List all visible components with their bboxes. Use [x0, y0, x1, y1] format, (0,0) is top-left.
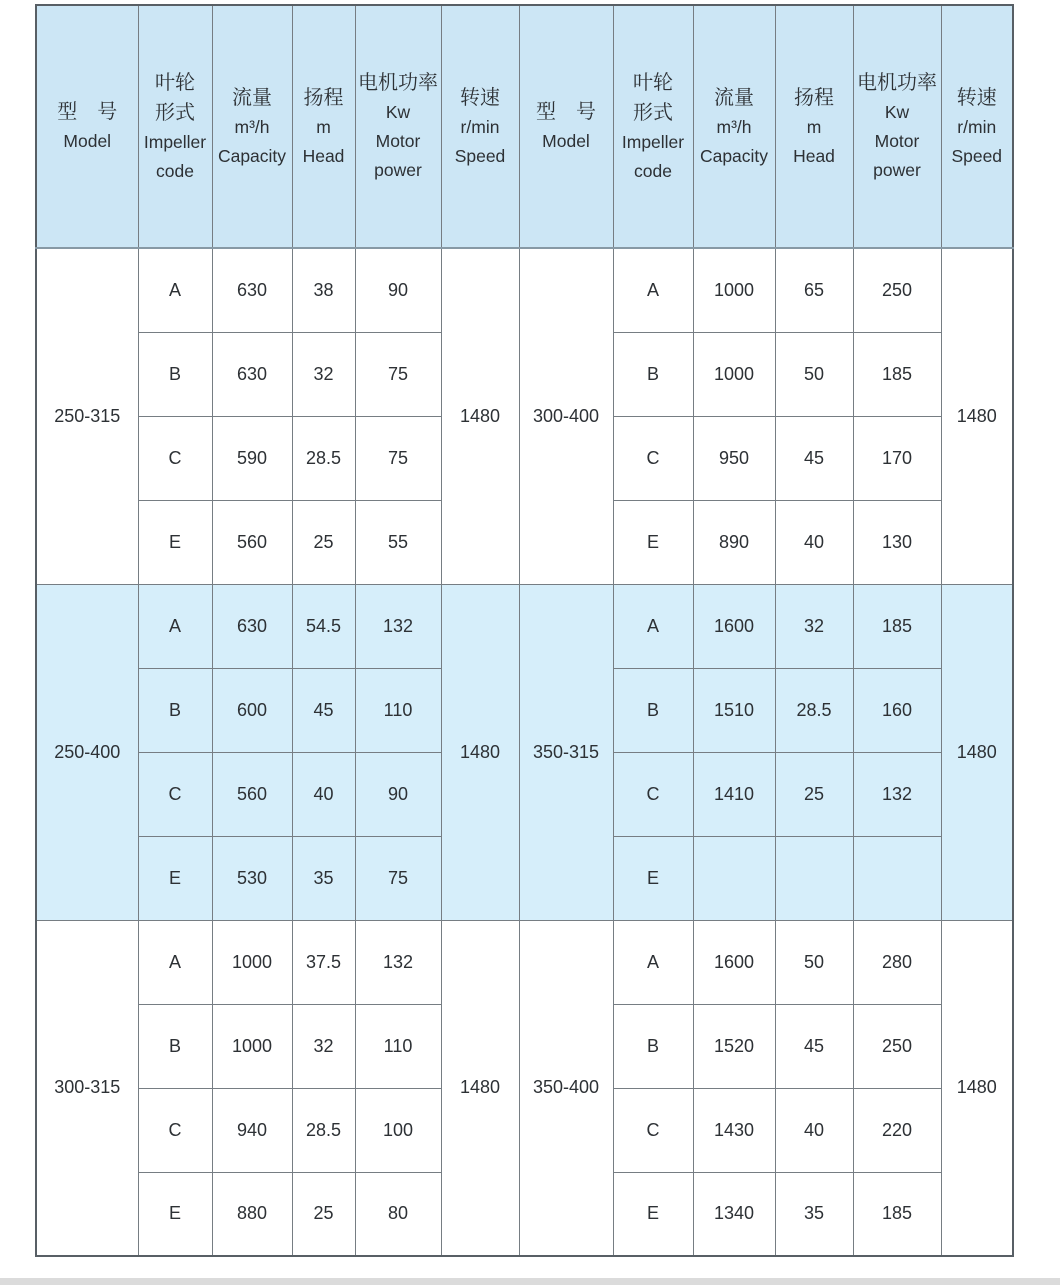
power-cell: 170	[853, 416, 941, 500]
model-cell: 250-400	[36, 584, 138, 920]
power-cell: 90	[355, 752, 441, 836]
capacity-cell: 890	[693, 500, 775, 584]
impeller-cell: E	[138, 1172, 212, 1256]
capacity-cell: 1000	[212, 1004, 292, 1088]
capacity-cell: 1340	[693, 1172, 775, 1256]
power-cell: 130	[853, 500, 941, 584]
capacity-cell: 560	[212, 500, 292, 584]
head-cell: 50	[775, 332, 853, 416]
header-capacity-left: 流量 m³/h Capacity	[212, 5, 292, 248]
power-cell: 75	[355, 332, 441, 416]
head-cell: 45	[775, 1004, 853, 1088]
impeller-cell: A	[138, 920, 212, 1004]
power-cell: 75	[355, 836, 441, 920]
block-2-highlighted	[36, 584, 1013, 920]
capacity-cell: 1600	[693, 584, 775, 668]
header-row	[36, 5, 1013, 248]
head-cell: 25	[292, 1172, 355, 1256]
power-cell: 132	[853, 752, 941, 836]
power-cell: 132	[355, 584, 441, 668]
impeller-cell: B	[613, 332, 693, 416]
speed-cell: 1480	[941, 584, 1013, 920]
impeller-cell: C	[613, 1088, 693, 1172]
impeller-cell: E	[613, 836, 693, 920]
impeller-cell: B	[613, 668, 693, 752]
capacity-cell	[693, 836, 775, 920]
power-cell: 220	[853, 1088, 941, 1172]
capacity-cell: 590	[212, 416, 292, 500]
capacity-cell: 530	[212, 836, 292, 920]
power-cell: 185	[853, 1172, 941, 1256]
header-head-right: 扬程 m Head	[775, 5, 853, 248]
pump-spec-table	[35, 4, 1014, 1257]
impeller-cell: C	[138, 1088, 212, 1172]
power-cell: 75	[355, 416, 441, 500]
capacity-cell: 940	[212, 1088, 292, 1172]
capacity-cell: 880	[212, 1172, 292, 1256]
impeller-cell: A	[613, 248, 693, 332]
power-cell: 100	[355, 1088, 441, 1172]
capacity-cell: 950	[693, 416, 775, 500]
power-cell: 90	[355, 248, 441, 332]
header-model-en: Model	[63, 131, 112, 151]
head-cell: 65	[775, 248, 853, 332]
model-cell: 250-315	[36, 248, 138, 584]
header-power-left: 电机功率 Kw Motor power	[355, 5, 441, 248]
power-cell: 110	[355, 668, 441, 752]
head-cell: 54.5	[292, 584, 355, 668]
power-cell: 80	[355, 1172, 441, 1256]
capacity-cell: 630	[212, 332, 292, 416]
power-cell: 250	[853, 248, 941, 332]
head-cell: 35	[292, 836, 355, 920]
impeller-cell: A	[613, 920, 693, 1004]
impeller-cell: A	[613, 584, 693, 668]
header-power-right: 电机功率 Kw Motor power	[853, 5, 941, 248]
model-cell: 300-400	[519, 248, 613, 584]
head-cell: 25	[775, 752, 853, 836]
head-cell: 40	[775, 500, 853, 584]
head-cell: 28.5	[775, 668, 853, 752]
head-cell: 35	[775, 1172, 853, 1256]
power-cell: 110	[355, 1004, 441, 1088]
power-cell: 160	[853, 668, 941, 752]
head-cell: 32	[775, 584, 853, 668]
impeller-cell: B	[138, 668, 212, 752]
impeller-cell: A	[138, 584, 212, 668]
capacity-cell: 1000	[212, 920, 292, 1004]
impeller-cell: E	[613, 1172, 693, 1256]
head-cell: 40	[775, 1088, 853, 1172]
head-cell: 28.5	[292, 1088, 355, 1172]
head-cell: 28.5	[292, 416, 355, 500]
head-cell: 40	[292, 752, 355, 836]
impeller-cell: E	[613, 500, 693, 584]
impeller-cell: A	[138, 248, 212, 332]
header-impeller-right: 叶轮 形式 Impeller code	[613, 5, 693, 248]
block-3	[36, 920, 1013, 1256]
impeller-cell: B	[138, 332, 212, 416]
speed-cell: 1480	[441, 584, 519, 920]
power-cell: 132	[355, 920, 441, 1004]
header-head-left: 扬程 m Head	[292, 5, 355, 248]
impeller-cell: E	[138, 500, 212, 584]
head-cell: 45	[775, 416, 853, 500]
header-model-zh: 型 号	[57, 101, 118, 123]
header-impeller-left: 叶轮 形式 Impeller code	[138, 5, 212, 248]
table-row	[36, 584, 1013, 668]
head-cell: 50	[775, 920, 853, 1004]
impeller-cell: B	[138, 1004, 212, 1088]
impeller-cell: C	[138, 752, 212, 836]
capacity-cell: 1000	[693, 332, 775, 416]
power-cell: 250	[853, 1004, 941, 1088]
speed-cell: 1480	[941, 920, 1013, 1256]
capacity-cell: 1600	[693, 920, 775, 1004]
table-row	[36, 248, 1013, 332]
capacity-cell: 630	[212, 248, 292, 332]
power-cell: 280	[853, 920, 941, 1004]
capacity-cell: 600	[212, 668, 292, 752]
header-speed-right: 转速 r/min Speed	[941, 5, 1013, 248]
speed-cell: 1480	[441, 920, 519, 1256]
model-cell: 300-315	[36, 920, 138, 1256]
pump-spec-table-wrap	[35, 4, 1014, 1257]
speed-cell: 1480	[941, 248, 1013, 584]
head-cell: 25	[292, 500, 355, 584]
capacity-cell: 1520	[693, 1004, 775, 1088]
head-cell: 45	[292, 668, 355, 752]
capacity-cell: 1410	[693, 752, 775, 836]
header-model-right: 型 号 Model	[519, 5, 613, 248]
power-cell: 55	[355, 500, 441, 584]
power-cell	[853, 836, 941, 920]
speed-cell: 1480	[441, 248, 519, 584]
header-model-left	[36, 5, 138, 248]
capacity-cell: 1430	[693, 1088, 775, 1172]
impeller-cell: C	[613, 752, 693, 836]
head-cell: 38	[292, 248, 355, 332]
capacity-cell: 630	[212, 584, 292, 668]
impeller-cell: C	[138, 416, 212, 500]
head-cell: 32	[292, 1004, 355, 1088]
bottom-edge-band	[0, 1278, 1060, 1285]
head-cell	[775, 836, 853, 920]
impeller-cell: B	[613, 1004, 693, 1088]
model-cell: 350-315	[519, 584, 613, 920]
block-1	[36, 248, 1013, 584]
table-row	[36, 920, 1013, 1004]
power-cell: 185	[853, 584, 941, 668]
header-capacity-right: 流量 m³/h Capacity	[693, 5, 775, 248]
capacity-cell: 1510	[693, 668, 775, 752]
head-cell: 37.5	[292, 920, 355, 1004]
header-speed-left: 转速 r/min Speed	[441, 5, 519, 248]
impeller-cell: C	[613, 416, 693, 500]
capacity-cell: 560	[212, 752, 292, 836]
power-cell: 185	[853, 332, 941, 416]
impeller-cell: E	[138, 836, 212, 920]
head-cell: 32	[292, 332, 355, 416]
capacity-cell: 1000	[693, 248, 775, 332]
model-cell: 350-400	[519, 920, 613, 1256]
